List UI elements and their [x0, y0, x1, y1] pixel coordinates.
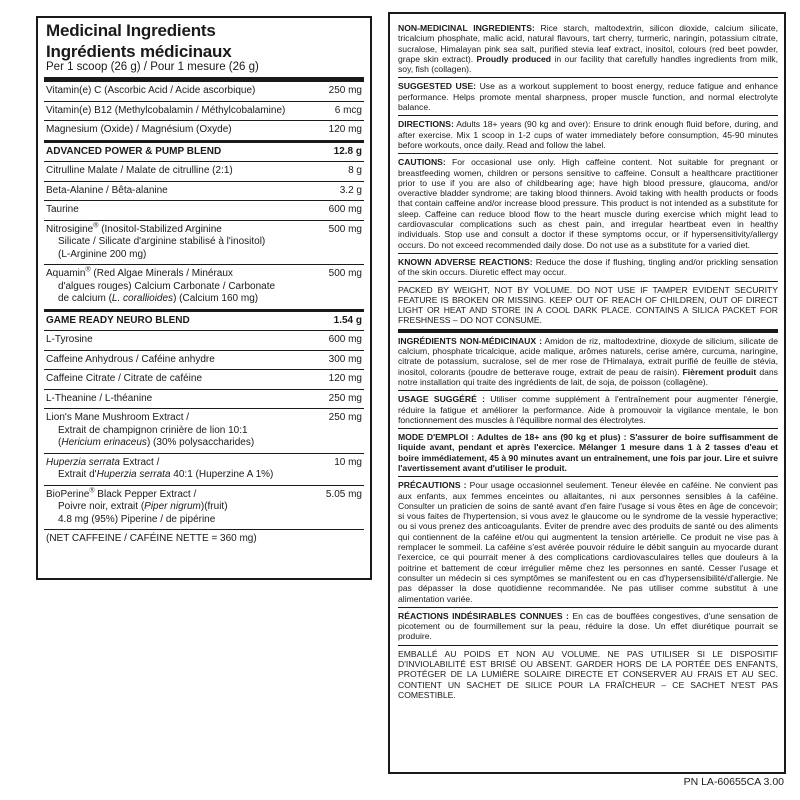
cautions: CAUTIONS: For occasional use only. High caffeine content. Not suitable for pregnant or breastfeeding women, children or persons sensitive to caffeine. Consult a healthcare practitioner prior to use if you are also of childbearing age; have high blood pressure, glaucoma, and/or overactive bladder syndrome; are taking blood thinners. Avoid taking with health products or foods that contain caffeine and/or increase blood pressure. This product is not intended as a substitute for sleep. Caffeine can reduce blood flow to the heart muscle during exercise which might lead to cardiovascular complications such as chest pain, and irregular heartbeat even in healthy individuals. Stop use and consult a doctor if these symptoms occur, or if hypersensitivity/allergy occurs. Do not exceed recommended daily dose. Do not use as a substitute for a varied diet.	[398, 154, 778, 254]
ingredient-amount: 120 mg	[328, 373, 362, 384]
part-number: PN LA-60655CA 3.00	[683, 776, 784, 788]
ingredient-row	[44, 82, 364, 102]
blend-name: ADVANCED POWER & PUMP BLEND	[46, 145, 222, 157]
reactions-indesirables: RÉACTIONS INDÉSIRABLES CONNUES : En cas de bouffées congestives, d'une sensation de picotement ou de fourmillement sur la peau, réduire la dose. Un effet diurétique pourrait se produire.	[398, 608, 778, 646]
ingredient-name: Caffeine Anhydrous / Caféine anhydre	[46, 353, 215, 365]
blend-header-row	[44, 312, 364, 332]
net-caffeine: (NET CAFFEINE / CAFÉINE NETTE = 360 mg)	[46, 533, 257, 544]
ingredient-amount: 3.2 g	[339, 184, 362, 196]
ingredient-row	[44, 201, 364, 221]
ingredient-amount: 6 mcg	[334, 104, 362, 116]
ingredient-amount: 120 mg	[328, 124, 362, 135]
ingredient-amount: 600 mg	[328, 204, 362, 215]
serving-size: Per 1 scoop (26 g) / Pour 1 mesure (26 g)	[44, 60, 364, 82]
ingredient-amount: 250 mg	[328, 412, 362, 423]
precautions: PRÉCAUTIONS : Pour usage occasionnel seulement. Teneur élevée en caféine. Ne convient pas aux enfants, aux femmes enceintes ou allaitantes, ni aux personnes sensibles à la caféine. Consulter un praticien de soins de santé avant d'en faire l'usage si vous êtes en âge de concevoir; si vous faites de l'hypertension, si vous avez le glaucome ou le syndrome de la vessie hyperactive; ou si vous prenez des anticoagulants. Éviter de prendre avec des produits de santé ou des aliments qui contiennent de la caféine et/ou qui augmentent la tension artérielle. Ce produit ne vise pas à remplacer le sommeil. La caféine s'est avérée pouvoir réduire le débit sanguin au myocarde durant l'exercice, ce qui pourrait mener à des complications cardiovasculaires telles que douleurs à la poitrine et battement de cœur irrégulier même chez les personnes en santé. Cesser l'usage et consulter un médecin si ces symptômes se manifestent ou en cas d'hypersensibilité/d'allergie. Ne pas dépasser la dose quotidienne recommandée. Ne pas utiliser comme substitut à une alimentation variée.	[398, 477, 778, 608]
blend-amount: 1.54 g	[333, 314, 362, 326]
ingredient-row	[44, 331, 364, 351]
ingredient-name: Vitamin(e) C (Ascorbic Acid / Acide ascorbique)	[46, 85, 256, 96]
ingredient-table	[44, 82, 364, 549]
ingredient-row	[44, 265, 364, 312]
ingredient-row	[44, 182, 364, 202]
ingredient-row	[44, 102, 364, 122]
ingredient-name: L-Tyrosine	[46, 334, 93, 345]
ingredient-amount: 300 mg	[328, 353, 362, 365]
mode-emploi: MODE D'EMPLOI : Adultes de 18+ ans (90 kg et plus) : S'assurer de boire suffisamment de liquide avant, pendant et après l'exercice. Mélanger 1 mesure dans 1 à 2 tasses d'eau et boire immédiatement, 45 à 90 minutes avant un entraînement, une fois par jour. Lire et suivre l'avertissement avant d'utiliser le produit.	[398, 429, 778, 477]
ingredient-name: Magnesium (Oxide) / Magnésium (Oxyde)	[46, 124, 232, 135]
ingredient-amount: 500 mg	[328, 268, 362, 279]
emballage-notice: EMBALLÉ AU POIDS ET NON AU VOLUME. NE PAS UTILISER SI LE DISPOSITIF D'INVIOLABILITÉ EST BRISÉ OU ABSENT. GARDER HORS DE LA PORTÉE DES ENFANTS, PROTÉGER DE LA LUMIÈRE SOLAIRE DIRECTE ET CONSERVER AU FRAIS ET AU SEC. CONTIENT UN SACHET DE SILICE POUR LA FRAÎCHEUR – CE SACHET N'EST PAS COMESTIBLE.	[398, 648, 778, 700]
ingredients-non-medicinaux: INGRÉDIENTS NON-MÉDICINAUX : Amidon de riz, maltodextrine, dioxyde de silicium, silicate de calcium, phosphate tricalcique, acide malique, arômes naturels, cerise amère, curcuma, naringine, citrate de potassium, sucralose, sel de mer rose de l'Himalaya, extrait purifié de feuille de stévia, inositol, colorants (poudre de betterave rouge, extrait de peau de raisin). Fièrement produit dans notre installation qui traite des ingrédients de lait, de soja, de poisson (collagène).	[398, 333, 778, 391]
non-medicinal-ingredients: NON-MEDICINAL INGREDIENTS: Rice starch, maltodextrin, silicon dioxide, calcium silicate, tricalcium phosphate, malic acid, natural flavours, tart cherry, turmeric, naringin, potassium citrate, sucralose, Himalayan pink sea salt, purified stevia leaf extract, inositol, colours (red beet powder, grape skin extract). Proudly produced in our facility that carefully handles ingredients from milk, soy, fish (collagen).	[398, 20, 778, 78]
ingredient-amount: 250 mg	[328, 392, 362, 404]
net-caffeine-row	[44, 530, 364, 549]
ingredient-name: Aquamin® (Red Algae Minerals / Minéraux d'algues rouges) Calcium Carbonate / Carbonate de calcium (L. corallioides) (Calcium 160 mg)	[46, 266, 276, 304]
ingredient-name: Taurine	[46, 204, 79, 215]
medicinal-ingredients-panel	[36, 16, 372, 580]
ingredient-amount: 500 mg	[328, 223, 362, 235]
ingredient-row	[44, 370, 364, 390]
ingredient-name: L-Theanine / L-théanine	[46, 392, 153, 404]
ingredient-name: Caffeine Citrate / Citrate de caféine	[46, 373, 203, 384]
ingredient-row	[44, 454, 364, 486]
blend-name: GAME READY NEURO BLEND	[46, 314, 190, 326]
blend-header-row	[44, 143, 364, 163]
ingredient-amount: 5.05 mg	[325, 488, 362, 500]
ingredient-name: Vitamin(e) B12 (Methylcobalamin / Méthylcobalamine)	[46, 104, 286, 116]
ingredient-name: Lion's Mane Mushroom Extract / Extrait de champignon crinière de lion 10:1 (Hericium erinaceus) (30% polysaccharides)	[46, 412, 255, 448]
ingredient-name: Huperzia serrata Extract / Extrait d'Huperzia serrata 40:1 (Huperzine A 1%)	[46, 456, 274, 480]
ingredient-row	[44, 351, 364, 371]
ingredient-row	[44, 486, 364, 531]
ingredient-name: Citrulline Malate / Malate de citrulline (2:1)	[46, 165, 233, 176]
ingredient-row	[44, 221, 364, 266]
known-adverse-reactions: KNOWN ADVERSE REACTIONS: Reduce the dose if flushing, tingling and/or prickling sensation of the skin occurs. Diuretic effect may occur.	[398, 254, 778, 282]
ingredient-row	[44, 162, 364, 182]
directions: DIRECTIONS: Adults 18+ years (90 kg and over): Ensure to drink enough fluid before, during, and after exercise. Mix 1 scoop in 1-2 cups of water immediately before consumption, 45-90 minutes before workouts, once daily. Read and follow the label.	[398, 116, 778, 154]
label-text-panel	[388, 12, 786, 774]
ingredient-name: Nitrosigine® (Inositol-Stabilized Arginine Silicate / Silicate d'arginine stabilisé à l'inositol) (L-Arginine 200 mg)	[46, 222, 266, 260]
ingredient-name: BioPerine® Black Pepper Extract / Poivre noir, extrait (Piper nigrum)(fruit) 4.8 mg (95%) Piperine / de pipérine	[46, 487, 228, 525]
ingredient-row	[44, 409, 364, 454]
ingredient-row	[44, 390, 364, 410]
title-en: Medicinal Ingredients	[46, 21, 216, 40]
ingredient-amount: 10 mg	[334, 456, 362, 468]
ingredient-row	[44, 121, 364, 143]
ingredient-name: Beta-Alanine / Bêta-alanine	[46, 184, 168, 196]
ingredient-amount: 8 g	[348, 165, 362, 176]
title-fr: Ingrédients médicinaux	[46, 42, 232, 61]
packing-notice: PACKED BY WEIGHT, NOT BY VOLUME. DO NOT USE IF TAMPER EVIDENT SECURITY FEATURE IS BROKEN OR MISSING. KEEP OUT OF REACH OF CHILDREN, OUT OF DIRECT LIGHT OR HEAT AND STORE IN A COOL DARK PLACE. CONTAINS A SILICA PACKET FOR FRESHNESS – DO NOT CONSUME.	[398, 282, 778, 333]
usage-suggere: USAGE SUGGÉRÉ : Utiliser comme supplément à l'entraînement pour augmenter l'énergie, réduire la fatigue et améliorer la performance. Aide à promouvoir la vigilance mentale, le bon fonctionnement des muscles à l'équilibre normal des électrolytes.	[398, 391, 778, 429]
blend-amount: 12.8 g	[333, 145, 362, 157]
ingredient-amount: 600 mg	[328, 334, 362, 345]
ingredient-amount: 250 mg	[328, 85, 362, 96]
suggested-use: SUGGESTED USE: Use as a workout supplement to boost energy, reduce fatigue and enhance performance. Helps promote mental sharpness, proper muscle function, and normal electrolyte balance.	[398, 78, 778, 116]
